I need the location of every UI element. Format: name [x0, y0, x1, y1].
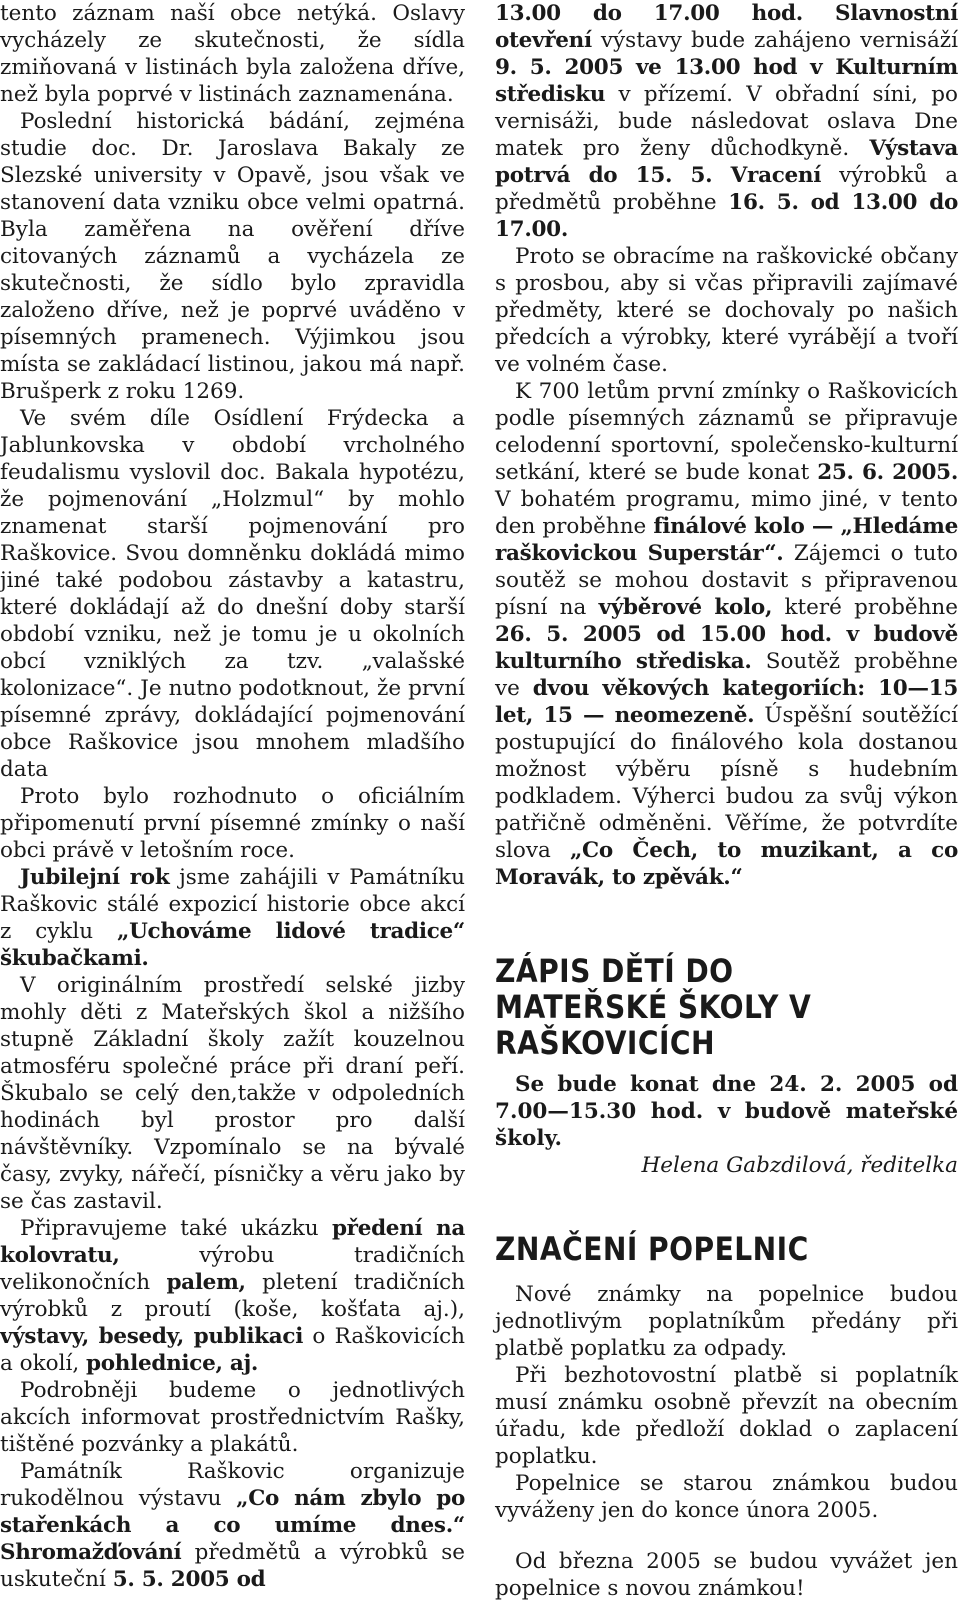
paragraph — [0, 783, 465, 864]
text-run: Podrobněji budeme o jednotlivých akcích informovat prostřednictvím Rašky, tištěné pozvánky a plakátů. — [0, 1378, 465, 1457]
paragraph — [0, 0, 465, 108]
paragraph — [495, 243, 958, 378]
text-run: výstavy bude zahájeno vernisáží — [591, 28, 958, 53]
paragraph — [0, 1458, 465, 1593]
bold-text-run: 13.00 do 17.00 hod. Slavnostní otevření — [495, 1, 958, 53]
bold-text-run: 16. 5. od 13.00 do 17.00. — [495, 190, 958, 242]
bold-text-run: dvou věkových kategoriích: 10—15 let, 15 — neomezeně. — [495, 676, 958, 728]
paragraph — [495, 1281, 958, 1362]
bold-text-run: Jubilejní rok — [20, 865, 170, 890]
article-heading: ZÁPIS DĚTÍ DO MATEŘSKÉ ŠKOLY V RAŠKOVICÍCH — [495, 952, 812, 1062]
bold-text-run: 25. 6. 2005. — [817, 460, 959, 485]
text-run: V bohatém programu, mimo jiné, v tento den proběhne — [495, 487, 958, 539]
paragraph — [0, 1215, 465, 1377]
text-run: Při bezhotovostní platbě si poplatník musí známku osobně převzít na obecním úřadu, kde předloží doklad o zaplacení poplatku. — [495, 1363, 958, 1469]
spacer — [495, 891, 958, 953]
left-column — [0, 0, 465, 1593]
paragraph — [495, 378, 958, 891]
bold-text-run: pohlednice, aj. — [86, 1351, 259, 1376]
paragraph — [0, 1377, 465, 1458]
text-run: jsme zahájili v Památníku Raškovic stálé expozicí historie obce akcí z cyklu — [0, 865, 465, 944]
bold-text-run: finálové kolo — „Hledáme raškovickou Superstár“. — [495, 514, 959, 566]
right-column — [495, 0, 958, 1602]
bold-text-run: „Co nám zbylo po stařenkách a co umíme dnes.“ Shromažďování — [0, 1486, 466, 1565]
enrollment-notice: Se bude konat dne 24. 2. 2005 od 7.00—15.30 hod. v budově mateřské školy. — [495, 1072, 958, 1151]
text-run: Ve svém díle Osídlení Frýdecka a Jablunkovska v období vrcholného feudalismu vyslovil doc. Bakala hypotézu, že pojmenování „Holzmul“ by mohlo znamenat starší pojmenování pro Raškovice. Svou domněnku dokládá mimo jiné také podobou zástavby a katastru, které dokládají až do dnešní doby starší období vzniku, než je tomu je u okolních obcí vzniklých za tzv. „valašské kolonizace“. Je nutno podotknout, že první písemné zprávy, dokládající pojmenování obce Raškovice jsou mnohem mladšího data — [0, 406, 465, 782]
bold-text-run: 26. 5. 2005 od 15.00 hod. v budově kulturního střediska. — [495, 622, 958, 674]
spacer — [495, 1179, 958, 1231]
text-run: Poslední historická bádání, zejména studie doc. Dr. Jaroslava Bakaly ze Slezské university v Opavě, jsou však ve stanovení data vzniku obce velmi opatrná. Byla zaměřena na ověření dříve citovaných záznamů a vycházela ze skutečnosti, že sídlo bylo zpravidla založeno dříve, než je poprvé uváděno v písemných pramenech. Výjimkou jsou místa se zakládací listinou, jakou má např. Brušperk z roku 1269. — [0, 109, 465, 404]
paragraph — [495, 1362, 958, 1470]
bold-text-run: výstavy, besedy, publikaci — [0, 1324, 304, 1349]
text-run: výrobků a předmětů proběhne — [495, 163, 959, 215]
paragraph — [495, 1548, 958, 1602]
text-run: Zájemci o tuto soutěž se mohou dostavit s připravenou písní na — [495, 541, 958, 620]
text-run: tento záznam naší obce netýká. Oslavy vycházely ze skutečnosti, že sídla zmiňovaná v listinách byla založena dříve, než byla poprvé v listinách zaznamenána. — [0, 1, 465, 107]
bold-text-run: Výstava potrvá do 15. 5. Vracení — [495, 136, 958, 188]
paragraph — [0, 864, 465, 972]
bold-text-run: předení na kolovratu, — [0, 1216, 465, 1268]
text-run: Připravujeme také ukázku — [20, 1216, 332, 1241]
text-run: Památník Raškovic organizuje rukodělnou výstavu — [0, 1459, 465, 1511]
bold-text-run: výběrové kolo, — [598, 595, 773, 620]
paragraph — [0, 972, 465, 1215]
bold-text-run: palem, — [166, 1270, 246, 1295]
bold-text-run: 5. 5. 2005 od — [112, 1567, 266, 1592]
signature: Helena Gabzdilová, ředitelka — [641, 1153, 958, 1178]
text-run: Úspěšní soutěžící postupující do finálového kola dostanou možnost výběru písně s hudebním podkladem. Výherci budou za svůj výkon patřičně odměněni. Věříme, že potvrdíte slova — [495, 703, 959, 863]
paragraph — [495, 1470, 958, 1524]
text-run: Proto se obracíme na raškovické občany s prosbou, aby si včas připravili zajímavé předměty, které se dochovaly po našich předcích a výrobky, které vyrábějí a tvoří ve volném čase. — [495, 244, 958, 377]
bold-text-run: „Uchováme lidové tradice“ škubačkami. — [0, 919, 465, 971]
bold-text-run: „Co Čech, to muzikant, a co Moravák, to zpěvák.“ — [495, 838, 958, 890]
paragraph — [495, 0, 958, 243]
paragraph — [0, 108, 465, 405]
paragraph — [0, 405, 465, 783]
text-run: o Raškovicích a okolí, — [0, 1324, 465, 1376]
text-run: předmětů a výrobků se uskuteční — [0, 1540, 465, 1592]
text-run: pletení tradičních výrobků z proutí (koše, košťata aj.), — [0, 1270, 465, 1322]
text-run: Popelnice se starou známkou budou vyváženy jen do konce února 2005. — [495, 1471, 958, 1523]
text-run: které proběhne — [772, 595, 959, 620]
text-run: Nové známky na popelnice budou jednotlivým poplatníkům předány při platbě poplatku za odpady. — [495, 1282, 958, 1361]
text-run: Proto bylo rozhodnuto o oficiálním připomenutí první písemné zmínky o naší obci právě v letošním roce. — [0, 784, 465, 863]
text-run: K 700 letům první zmínky o Raškovicích podle písemných záznamů se připravuje celodenní sportovní, společensko-kulturní setkání, které se bude konat — [495, 379, 958, 485]
text-run: výrobu tradičních velikonočních — [0, 1243, 465, 1295]
text-run: Soutěž proběhne ve — [495, 649, 958, 701]
text-run: v přízemí. V obřadní síni, po vernisáži, bude následovat oslava Dne matek pro ženy důchodkyně. — [495, 82, 958, 161]
article-heading: ZNAČENÍ POPELNIC — [495, 1230, 809, 1268]
text-run: Od března 2005 se budou vyvážet jen popelnice s novou známkou! — [495, 1549, 958, 1601]
text-run: V originálním prostředí selské jizby mohly děti z Mateřských škol a nižšího stupně Základní školy zažít kouzelnou atmosféru společné práce při draní peří. Škubalo se celý den,takže v odpoledních hodinách byl prostor pro další návštěvníky. Vzpomínalo se na bývalé časy, zvyky, nářečí, písničky a věru jako by se čas zastavil. — [0, 973, 465, 1214]
bold-text-run: 9. 5. 2005 ve 13.00 hod v Kulturním středisku — [495, 55, 958, 107]
